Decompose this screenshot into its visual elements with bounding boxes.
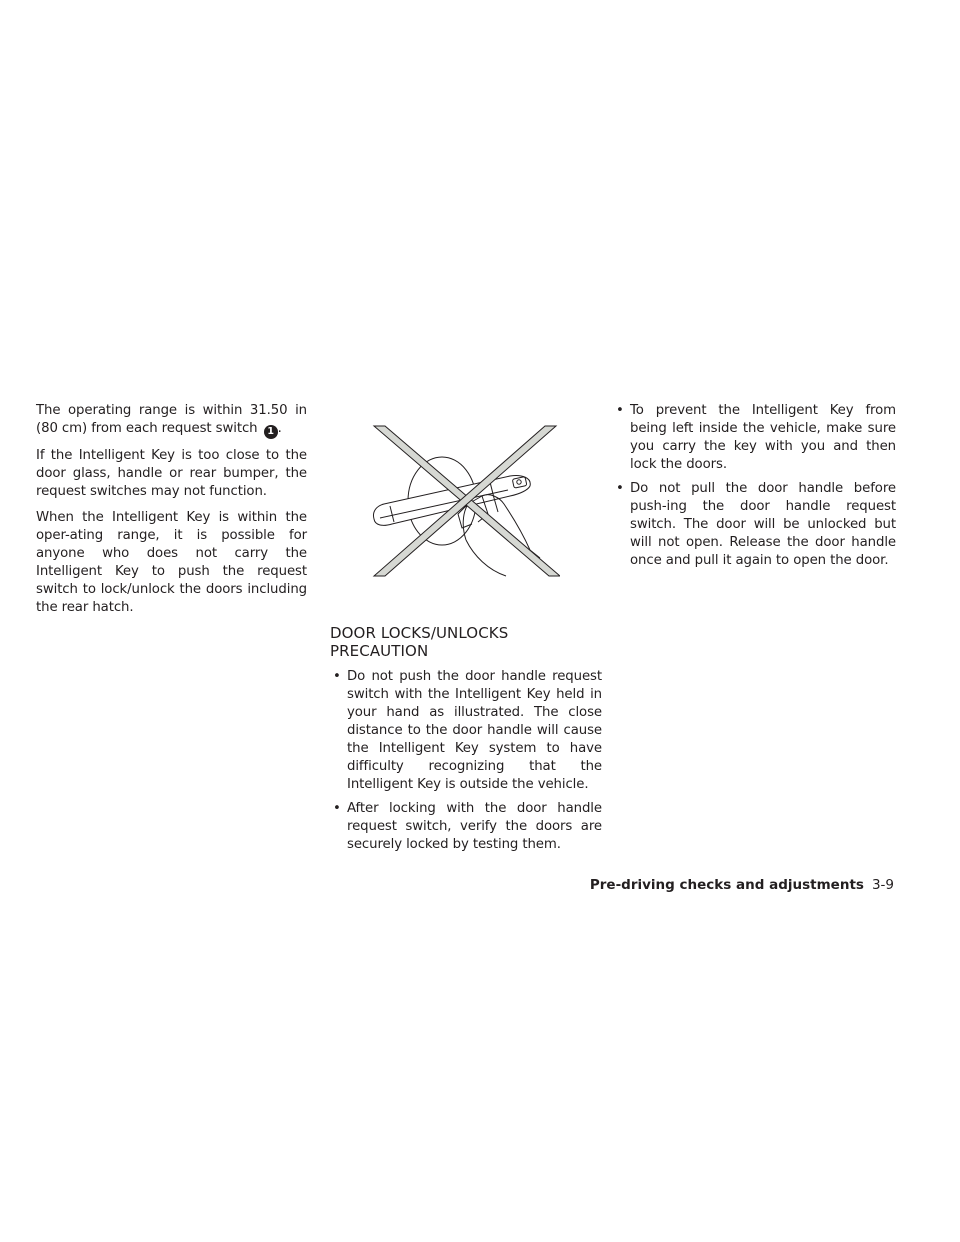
- right-column: [613, 402, 896, 576]
- page-footer: [590, 876, 894, 894]
- left-column: [36, 402, 307, 625]
- list-item: [613, 402, 896, 474]
- bullet-icon: •: [616, 481, 624, 496]
- list-item: [330, 668, 602, 794]
- precaution-list: [330, 668, 602, 854]
- too-close-paragraph: If the Intelligent Key is too close to the door glass, handle or rear bumper, the request switches may not function.: [36, 447, 307, 499]
- bullet-icon: •: [616, 403, 624, 418]
- list-item: [613, 480, 896, 570]
- operating-range-paragraph: [36, 402, 307, 439]
- list-item-text: After locking with the door handle request switch, verify the doors are securely locked by testing them.: [347, 801, 602, 852]
- heading-line-1: DOOR LOCKS/UNLOCKS: [330, 624, 509, 642]
- door-handle-prohibited-illustration: [370, 424, 560, 578]
- heading-line-2: PRECAUTION: [330, 642, 429, 660]
- section-heading: [330, 624, 602, 660]
- list-item-text: Do not push the door handle request switch with the Intelligent Key held in your hand as illustrated. The close distance to the door handle will cause the Intelligent Key system to have difficulty recognizing that the Intelligent Key is outside the vehicle.: [347, 669, 602, 792]
- within-range-paragraph: When the Intelligent Key is within the oper-ating range, it is possible for anyone who does not carry the Intelligent Key to push the request switch to lock/unlock the doors including the rear hatch.: [36, 509, 307, 615]
- list-item-text: To prevent the Intelligent Key from being left inside the vehicle, make sure you carry the key with you and then lock the doors.: [630, 403, 896, 472]
- middle-column: [330, 624, 602, 860]
- operating-range-text: The operating range is within 31.50 in (80 cm) from each request switch: [36, 403, 307, 436]
- footer-section-title: Pre-driving checks and adjustments: [589, 877, 864, 893]
- precaution-list-continued: [613, 402, 896, 570]
- callout-1-icon: 1: [264, 425, 278, 439]
- bullet-icon: •: [333, 801, 341, 816]
- operating-range-end: .: [277, 421, 282, 436]
- list-item-text: Do not pull the door handle before push-ing the door handle request switch. The door will be unlocked but will not open. Release the door handle once and pull it again to open the door.: [630, 481, 896, 568]
- bullet-icon: •: [333, 669, 341, 684]
- page-number: 3-9: [871, 877, 894, 893]
- list-item: [330, 800, 602, 854]
